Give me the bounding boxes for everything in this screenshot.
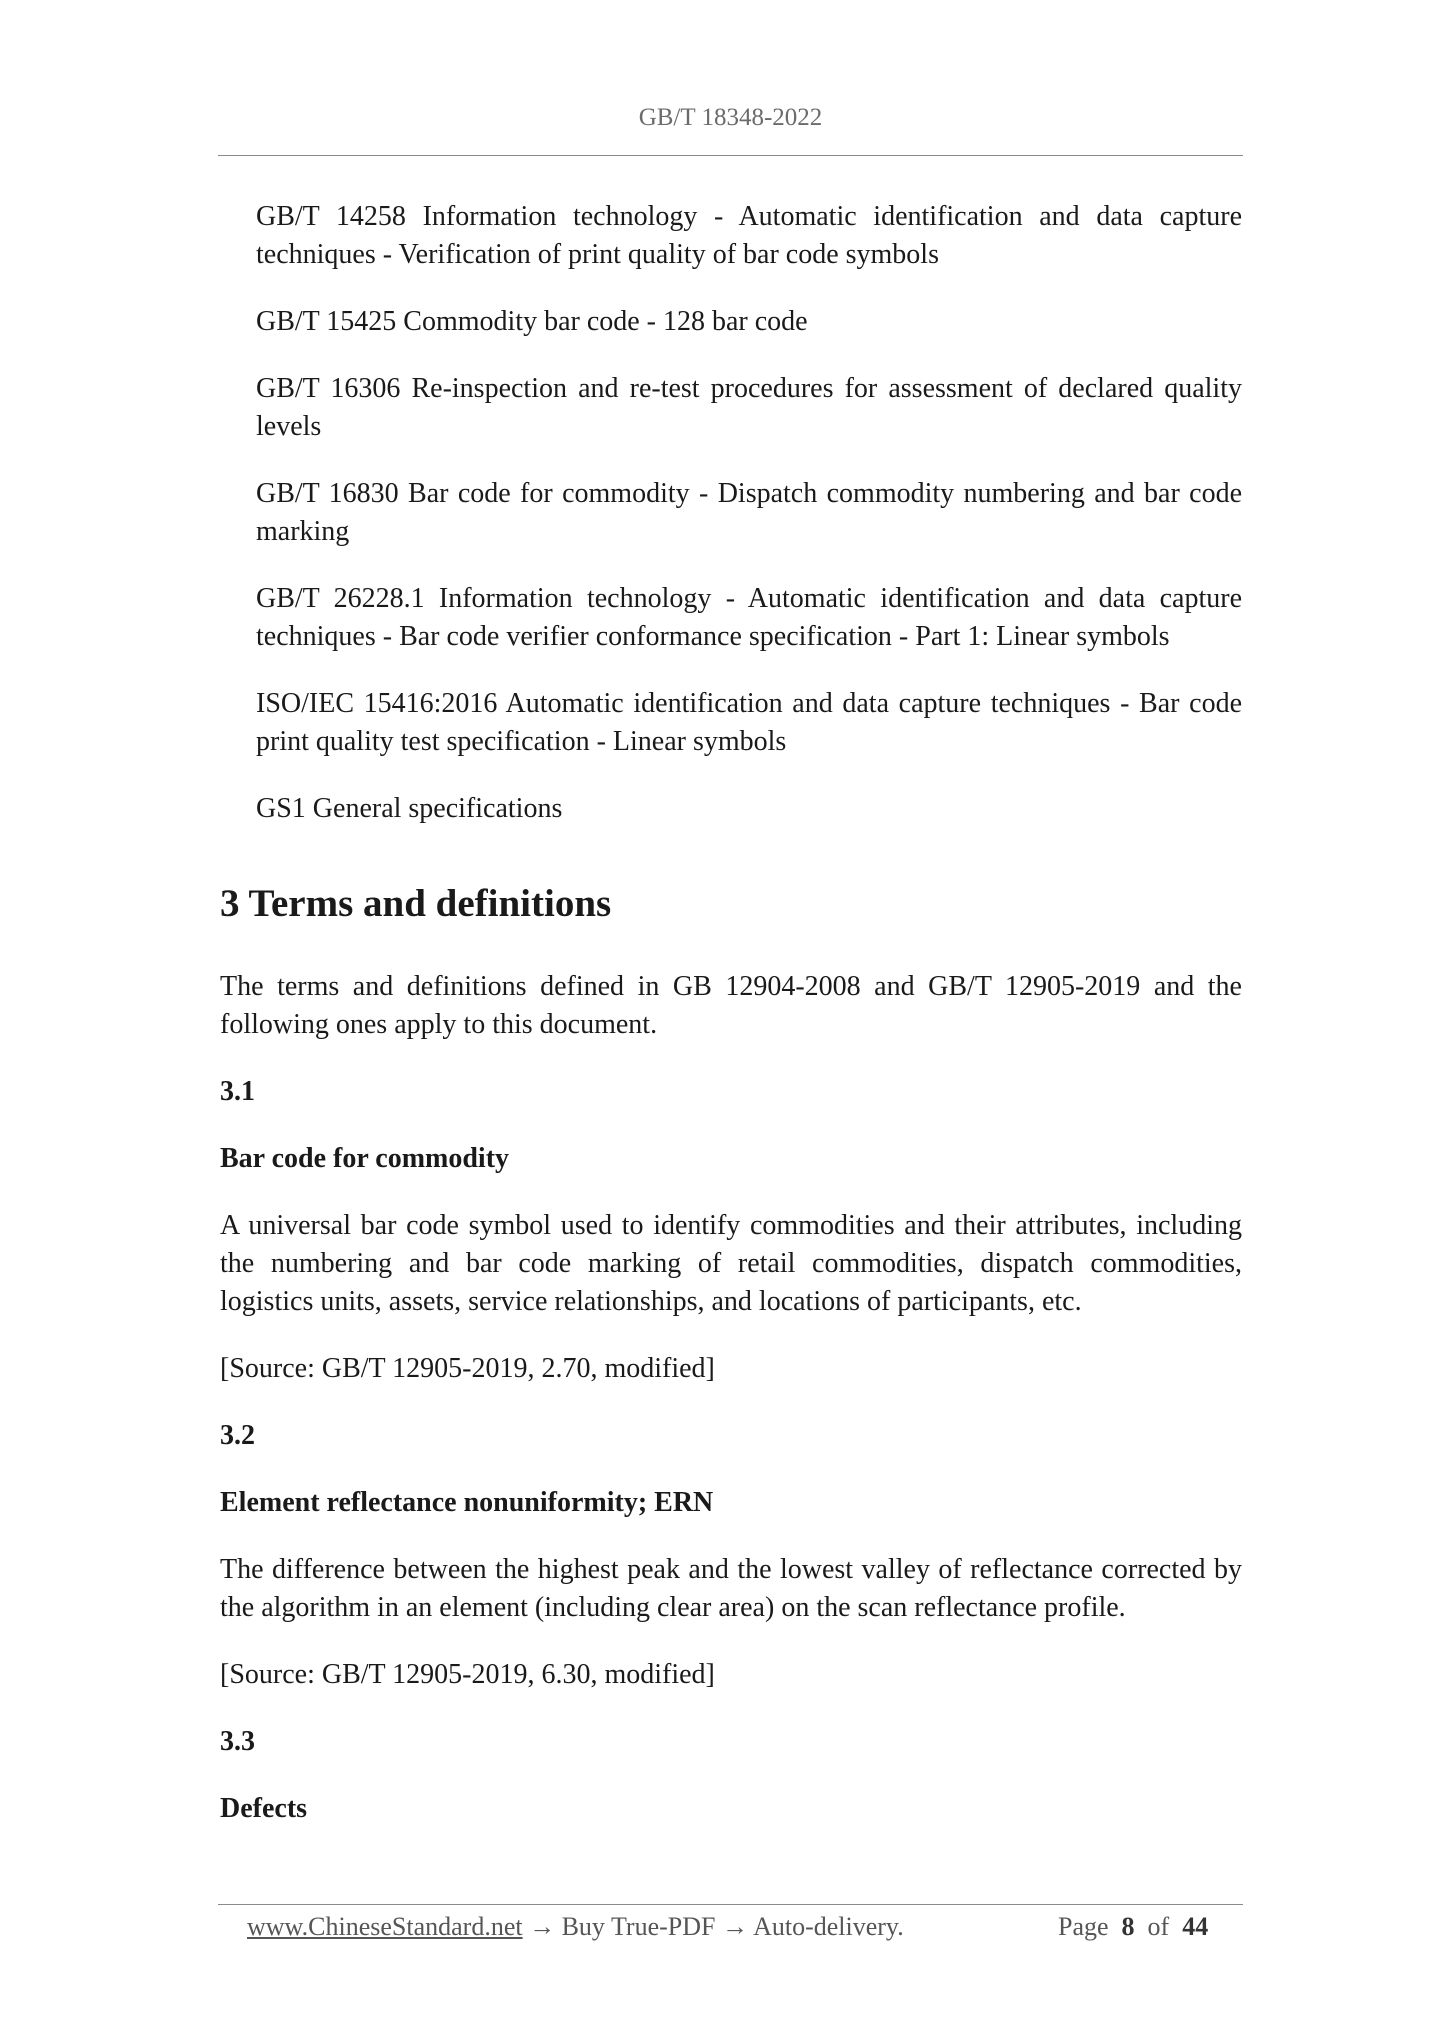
footer-divider [218, 1904, 1243, 1905]
buy-text: Buy True-PDF [561, 1912, 716, 1941]
current-page-number: 8 [1121, 1912, 1135, 1941]
term-number: 3.1 [220, 1076, 255, 1107]
reference-item: GB/T 14258 Information technology - Automatic identification and data capture techniques - Verification of print quality of bar code symbols [256, 201, 1242, 270]
term-name: Bar code for commodity [220, 1143, 510, 1174]
page-label: Page [1058, 1912, 1109, 1941]
reference-item: ISO/IEC 15416:2016 Automatic identification and data capture techniques - Bar code print quality test specification - Linear symbols [256, 688, 1242, 757]
page-header: GB/T 18348-2022 [638, 104, 823, 131]
page-of-label: of [1147, 1912, 1170, 1941]
term-name: Defects [220, 1793, 308, 1824]
website-link[interactable]: www.ChineseStandard.net [247, 1912, 523, 1941]
footer-promo [247, 1909, 904, 1945]
term-number: 3.3 [220, 1726, 255, 1757]
reference-item: GB/T 15425 Commodity bar code - 128 bar code [256, 306, 808, 337]
normative-references-list [256, 198, 1242, 857]
delivery-text: Auto-delivery. [753, 1912, 904, 1941]
section-intro: The terms and definitions defined in GB 12904-2008 and GB/T 12905-2019 and the following ones apply to this document. [220, 971, 1242, 1040]
reference-item: GB/T 16830 Bar code for commodity - Dispatch commodity numbering and bar code marking [256, 478, 1242, 547]
term-source: [Source: GB/T 12905-2019, 2.70, modified] [220, 1353, 715, 1384]
arrow-right-icon: → [529, 1912, 556, 1941]
arrow-right-icon: → [722, 1912, 748, 1941]
terms-section-body [220, 968, 1242, 1857]
term-definition: A universal bar code symbol used to identify commodities and their attributes, including the numbering and bar code marking of retail commodities, dispatch commodities, logistics units, assets, service relationships, and locations of participants, etc. [220, 1210, 1242, 1317]
reference-item: GB/T 26228.1 Information technology - Automatic identification and data capture techniques - Bar code verifier conformance specification - Part 1: Linear symbols [256, 583, 1242, 652]
term-source: [Source: GB/T 12905-2019, 6.30, modified] [220, 1659, 715, 1690]
term-number: 3.2 [220, 1420, 255, 1451]
total-pages-number: 44 [1182, 1912, 1209, 1941]
reference-item: GS1 General specifications [256, 793, 563, 824]
page-indicator [1058, 1909, 1208, 1945]
section-heading: 3 Terms and definitions [220, 882, 612, 925]
header-divider [218, 155, 1243, 156]
term-definition: The difference between the highest peak and the lowest valley of reflectance corrected by the algorithm in an element (including clear area) on the scan reflectance profile. [220, 1554, 1242, 1623]
reference-item: GB/T 16306 Re-inspection and re-test procedures for assessment of declared quality levels [256, 373, 1242, 442]
term-name: Element reflectance nonuniformity; ERN [220, 1487, 714, 1518]
